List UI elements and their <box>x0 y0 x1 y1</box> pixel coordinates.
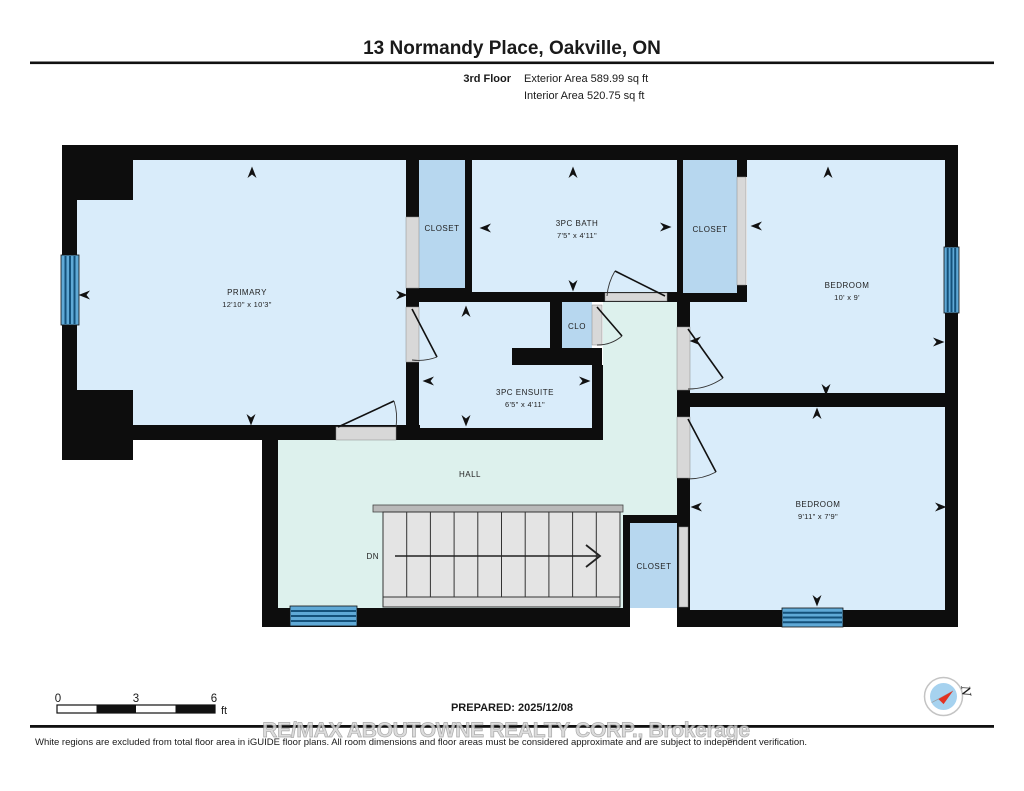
header-divider <box>30 62 994 65</box>
stair-rail <box>373 505 623 512</box>
ensuite-dims: 6'5" x 4'11" <box>504 400 546 409</box>
primary-window <box>61 255 79 325</box>
bedroom-bottom-dims: 9'11" x 7'9" <box>797 512 839 521</box>
primary-label: PRIMARY <box>227 288 267 297</box>
closet-top-right-label: CLOSET <box>692 225 728 234</box>
clo-label: CLO <box>568 322 586 331</box>
scale-tick-0: 0 <box>54 693 62 705</box>
compass <box>925 678 974 716</box>
bedroom-bottom-door-opening <box>677 417 690 478</box>
page-title: 13 Normandy Place, Oakville, ON <box>363 38 661 59</box>
closet-bottom-label: CLOSET <box>636 562 672 571</box>
bath-door-opening <box>605 293 667 301</box>
scale-tick-6: 6 <box>210 693 218 705</box>
scale-unit: ft <box>221 705 228 717</box>
bedroom-bottom-window <box>782 608 843 627</box>
brokerage-watermark: RE/MAX ABOUTOWNE REALTY CORP., Brokerage <box>262 719 750 742</box>
ensuite-label: 3PC ENSUITE <box>496 388 554 397</box>
scale-tick-3: 3 <box>132 693 140 705</box>
closet-bottom-door <box>679 527 688 607</box>
primary-door-opening <box>336 427 396 440</box>
stairs-dn-label: DN <box>366 552 379 561</box>
bedroom-top-label: BEDROOM <box>824 281 870 290</box>
hall-label: HALL <box>458 470 482 479</box>
scale-bar <box>55 693 227 717</box>
hall-window <box>290 606 357 626</box>
closet-top-right-door <box>737 177 746 285</box>
prepared-date: PREPARED: 2025/12/08 <box>450 702 574 714</box>
closet-top-left-label: CLOSET <box>424 224 460 233</box>
ensuite-door-opening <box>406 307 419 362</box>
bedroom-top-dims: 10' x 9' <box>834 293 860 302</box>
bedroom-bottom-label: BEDROOM <box>795 500 841 509</box>
bath-label: 3PC BATH <box>555 219 599 228</box>
floor-label: 3rd Floor <box>463 73 511 85</box>
interior-area-label: Interior Area 520.75 sq ft <box>524 90 645 102</box>
bedroom-top-window <box>944 247 959 313</box>
disclaimer-text: White regions are excluded from total floor area in iGUIDE floor plans. All room dimensions and floor areas must be considered approximate and are subject to independent verification. <box>35 737 808 748</box>
primary-dims: 12'10" x 10'3" <box>222 300 272 309</box>
staircase <box>366 505 623 607</box>
bath-dims: 7'5" x 4'11" <box>556 231 598 240</box>
bedroom-top-door-opening <box>677 327 690 390</box>
closet-top-left-door <box>406 217 419 288</box>
exterior-area-label: Exterior Area 589.99 sq ft <box>524 73 649 85</box>
compass-north-label: N <box>958 684 974 698</box>
